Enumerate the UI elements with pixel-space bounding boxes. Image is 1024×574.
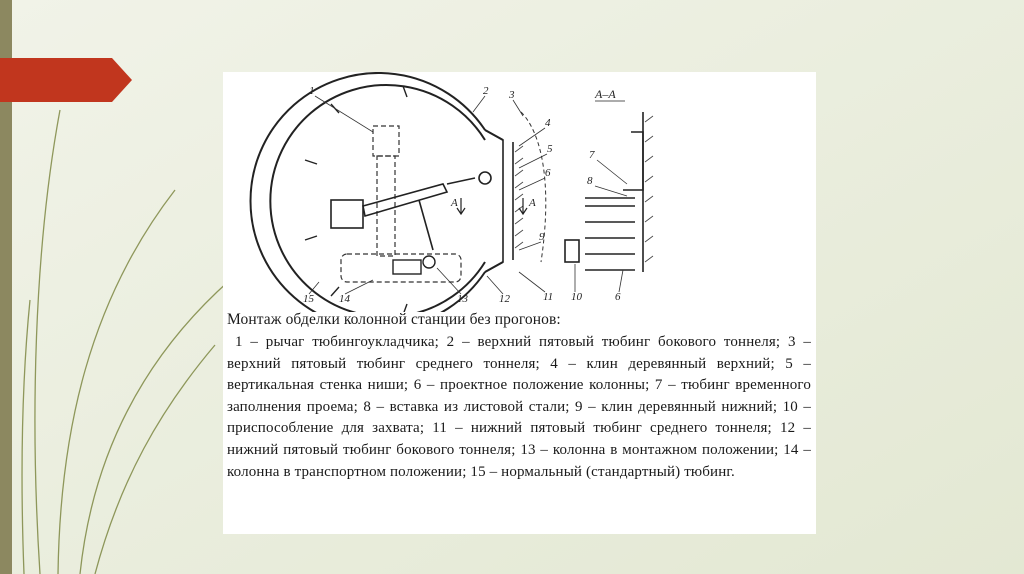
figure-panel	[223, 72, 816, 534]
tunnel-diagram	[223, 72, 816, 312]
callout-6: 6	[545, 167, 551, 179]
red-arrow-shape	[0, 58, 132, 102]
cut-label-right: А	[529, 197, 536, 209]
callout-10: 10	[571, 291, 582, 303]
column-transport	[393, 256, 435, 274]
callout-3: 3	[509, 89, 515, 101]
callout-7: 7	[589, 149, 595, 161]
ground-hatch	[515, 146, 523, 248]
callout-1: 1	[309, 85, 315, 97]
caption-title: Монтаж обделки колонной станции без прогонов:	[227, 311, 561, 328]
section-label: А–А	[595, 87, 616, 101]
callout-5: 5	[547, 143, 553, 155]
tunnel-ring	[250, 73, 503, 312]
column-outline	[341, 126, 461, 282]
callout-2: 2	[483, 85, 489, 97]
callout-6-section: 6	[615, 291, 621, 303]
callout-12: 12	[499, 293, 510, 305]
cut-markers	[457, 198, 527, 214]
segment-joints	[305, 86, 407, 312]
callout-8: 8	[587, 175, 593, 187]
leader-lines	[309, 96, 627, 294]
callout-4: 4	[545, 117, 551, 129]
section-view	[565, 112, 643, 272]
cut-label-left: А	[451, 197, 458, 209]
station-wall	[485, 130, 513, 272]
callout-14: 14	[339, 293, 350, 305]
callout-15: 15	[303, 293, 314, 305]
callout-11: 11	[543, 291, 554, 303]
caption-body: 1 – рычаг тюбингоукладчика; 2 – верхний пятовый тюбинг бокового тоннеля; 3 – верхний пятовый тюбинг среднего тоннеля; 4 – клин деревянный верхний; 5 – вертикальная стенка ниши; 6 – проектное положение колонны; 7 – тюбинг временного заполнения проема; 8 – вставка из листовой стали; 9 – клин деревянный нижний; 10 – приспособление для захвата; 11 – нижний пятовый тюбинг среднего тоннеля; 12 – нижний пятовый тюбинг бокового тоннеля; 13 – колонна в монтажном положении; 14 – колонна в транспортном положении; 15 – нормальный (стандартный) тюбинг.	[227, 334, 811, 480]
section-hatch	[645, 116, 653, 262]
callout-13: 13	[457, 293, 468, 305]
erector-lever	[331, 172, 491, 250]
callout-9: 9	[539, 231, 545, 243]
